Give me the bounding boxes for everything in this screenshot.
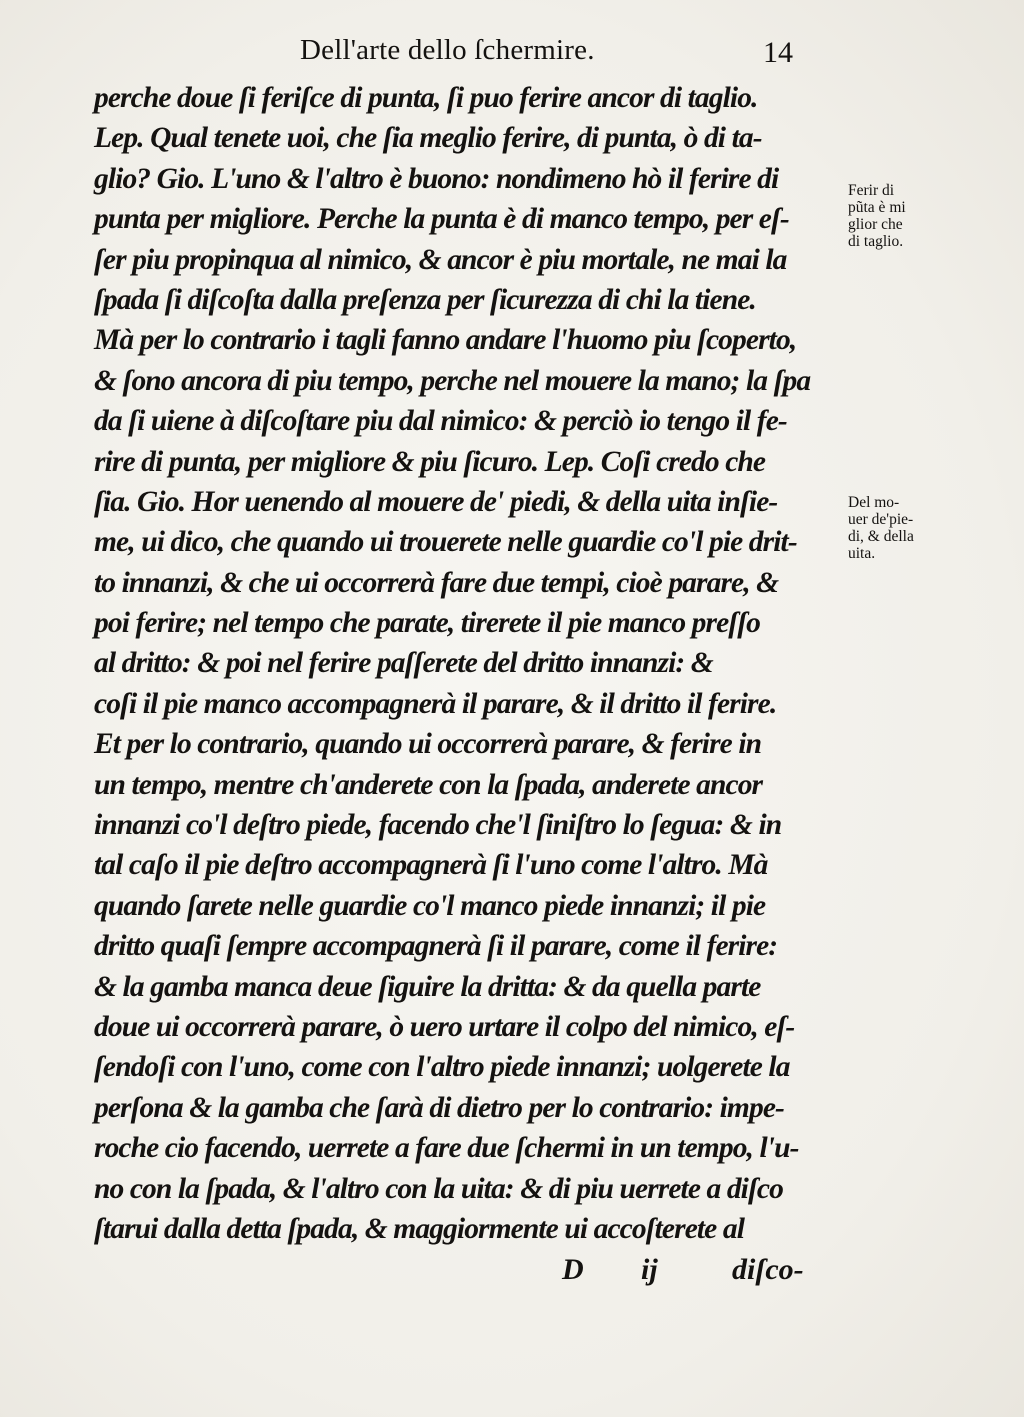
text-line: & la gamba manca deue ſiguire la dritta: & da quella parte <box>94 970 761 1003</box>
text-line: poi ferire; nel tempo che parate, tirerete il pie manco preſſo <box>94 607 760 640</box>
text-line: ſendoſi con l'uno, come con l'altro piede innanzi; uolgerete la <box>94 1051 790 1084</box>
text-line: & ſono ancora di piu tempo, perche nel mouere la mano; la ſpa <box>94 364 811 397</box>
text-line: rire di punta, per migliore & piu ſicuro. Lep. Coſi credo che <box>94 445 766 478</box>
page-footer <box>0 1253 1024 1297</box>
text-line: coſi il pie manco accompagnerà il parare, & il dritto il ferire. <box>94 687 777 720</box>
marginal-note-line: glior che <box>848 216 903 233</box>
text-line: Lep. Qual tenete uoi, che ſia meglio ferire, di punta, ò di ta- <box>94 122 762 155</box>
text-line: doue ui occorrerà parare, ò uero urtare il colpo del nimico, eſ- <box>94 1010 795 1043</box>
text-line: to innanzi, & che ui occorrerà fare due tempi, cioè parare, & <box>94 566 779 599</box>
marginal-note-line: pũta è mi <box>848 199 906 216</box>
signature-mark: D <box>562 1253 584 1286</box>
text-line: Et per lo contrario, quando ui occorrerà parare, & ferire in <box>94 728 762 761</box>
text-line: roche cio facendo, uerrete a fare due ſchermi in un tempo, l'u- <box>94 1132 799 1165</box>
text-line: tal caſo il pie deſtro accompagnerà ſi l'uno come l'altro. Mà <box>94 849 768 882</box>
marginal-note-line: uita. <box>848 545 876 562</box>
catchword: diſco- <box>732 1253 804 1286</box>
text-line: un tempo, mentre ch'anderete con la ſpada, anderete ancor <box>94 768 763 801</box>
marginal-note-line: Del mo- <box>848 494 900 511</box>
text-line: dritto quaſi ſempre accompagnerà ſi il parare, come il ferire: <box>94 930 778 963</box>
text-line: me, ui dico, che quando ui trouerete nelle guardie co'l pie drit- <box>94 526 797 559</box>
text-line: ſpada ſi diſcoſta dalla preſenza per ſicurezza di chi la tiene. <box>94 283 756 316</box>
marginal-note-del-mouer-de-piedi <box>848 494 978 562</box>
body-text <box>94 78 846 1249</box>
marginal-note-line: uer de'pie- <box>848 511 914 528</box>
marginal-note-line: Ferir di <box>848 182 895 199</box>
text-line: punta per migliore. Perche la punta è di manco tempo, per eſ- <box>94 203 789 236</box>
text-line: ſia. Gio. Hor uenendo al mouere de' piedi, & della uita inſie- <box>94 485 778 518</box>
signature-number: ij <box>641 1253 658 1286</box>
text-line: glio? Gio. L'uno & l'altro è buono: nondimeno hò il ferire di <box>94 162 779 195</box>
page-header <box>0 34 1024 74</box>
marginal-note-line: di, & della <box>848 528 914 545</box>
text-line: ſer piu propinqua al nimico, & ancor è piu mortale, ne mai la <box>94 243 787 276</box>
text-line: al dritto: & poi nel ferire paſſerete del dritto innanzi: & <box>94 647 713 680</box>
running-title: Dell'arte dello ſchermire. <box>300 34 595 66</box>
marginal-note-line: di taglio. <box>848 233 904 250</box>
text-line: innanzi co'l deſtro piede, facendo che'l ſiniſtro lo ſegua: & in <box>94 809 782 842</box>
text-line: quando ſarete nelle guardie co'l manco piede innanzi; il pie <box>94 889 766 922</box>
text-line: ſtarui dalla detta ſpada, & maggiormente ui accoſterete al <box>94 1212 744 1245</box>
text-line: da ſi uiene à diſcoſtare piu dal nimico: & perciò io tengo il fe- <box>94 405 787 438</box>
text-line: no con la ſpada, & l'altro con la uita: & di piu uerrete a diſco <box>94 1172 783 1205</box>
text-line: Mà per lo contrario i tagli fanno andare l'huomo piu ſcoperto, <box>94 324 797 357</box>
text-line: perſona & la gamba che ſarà di dietro per lo contrario: impe- <box>94 1091 784 1124</box>
page-number: 14 <box>763 36 793 69</box>
marginal-note-ferir-di-punta <box>848 182 978 250</box>
text-line: perche doue ſi feriſce di punta, ſi puo ferire ancor di taglio. <box>94 82 758 114</box>
